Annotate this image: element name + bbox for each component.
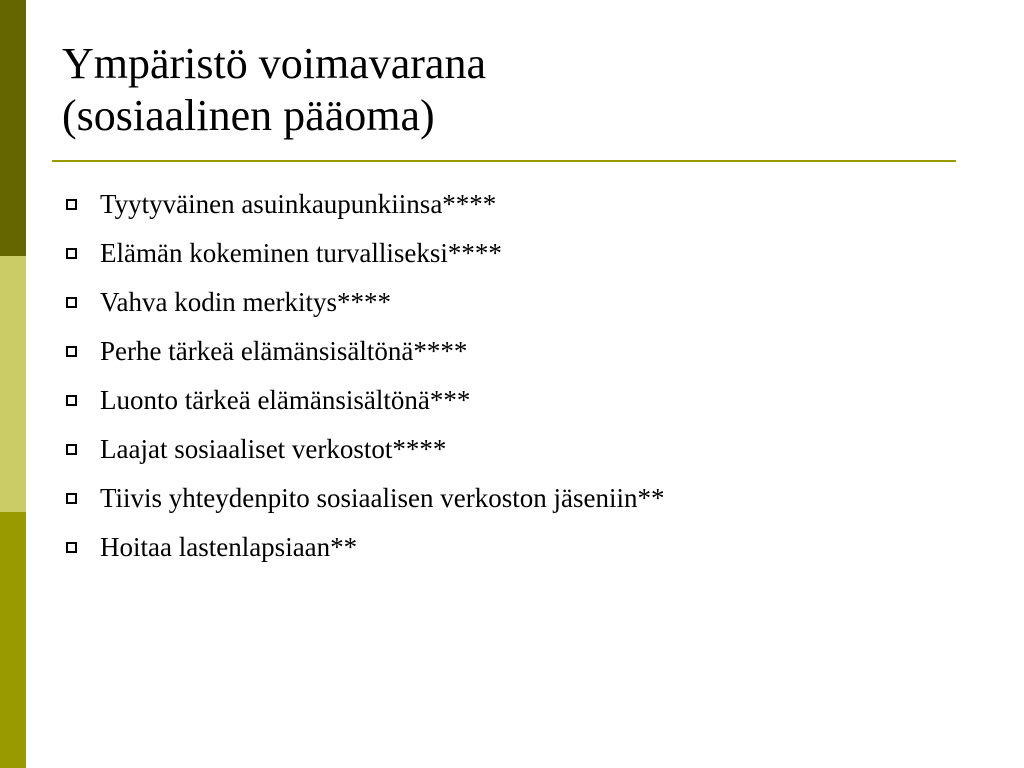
- square-bullet-icon: [66, 248, 77, 259]
- bullet-text: Tiivis yhteydenpito sosiaalisen verkoston jäseniin**: [100, 483, 665, 513]
- bullet-text: Laajat sosiaaliset verkostot****: [100, 434, 447, 464]
- slide-title-line-1: Ympäristö voimavarana: [62, 39, 486, 88]
- square-bullet-icon: [66, 542, 77, 553]
- square-bullet-icon: [66, 395, 77, 406]
- square-bullet-icon: [66, 346, 77, 357]
- bullet-list: [66, 184, 664, 576]
- side-bar-bottom-segment: [0, 512, 26, 768]
- bullet-text: Luonto tärkeä elämänsisältönä***: [100, 385, 471, 415]
- bullet-text: Vahva kodin merkitys****: [100, 287, 391, 317]
- decorative-side-bar: [0, 0, 26, 768]
- bullet-text: Tyytyväinen asuinkaupunkiinsa****: [100, 189, 497, 219]
- bullet-item: [66, 429, 664, 478]
- square-bullet-icon: [66, 493, 77, 504]
- bullet-item: [66, 282, 664, 331]
- title-divider: [52, 160, 956, 162]
- bullet-text: Elämän kokeminen turvalliseksi****: [100, 238, 502, 268]
- slide-title-line-2: (sosiaalinen pääoma): [62, 91, 435, 140]
- side-bar-top-segment: [0, 0, 26, 256]
- bullet-text: Hoitaa lastenlapsiaan**: [100, 532, 358, 562]
- bullet-text: Perhe tärkeä elämänsisältönä****: [100, 336, 468, 366]
- bullet-item: [66, 331, 664, 380]
- bullet-item: [66, 233, 664, 282]
- side-bar-middle-segment: [0, 256, 26, 512]
- slide-title: [62, 38, 942, 142]
- bullet-item: [66, 380, 664, 429]
- bullet-item: [66, 527, 664, 576]
- bullet-item: [66, 184, 664, 233]
- square-bullet-icon: [66, 444, 77, 455]
- square-bullet-icon: [66, 297, 77, 308]
- bullet-item: [66, 478, 664, 527]
- square-bullet-icon: [66, 199, 77, 210]
